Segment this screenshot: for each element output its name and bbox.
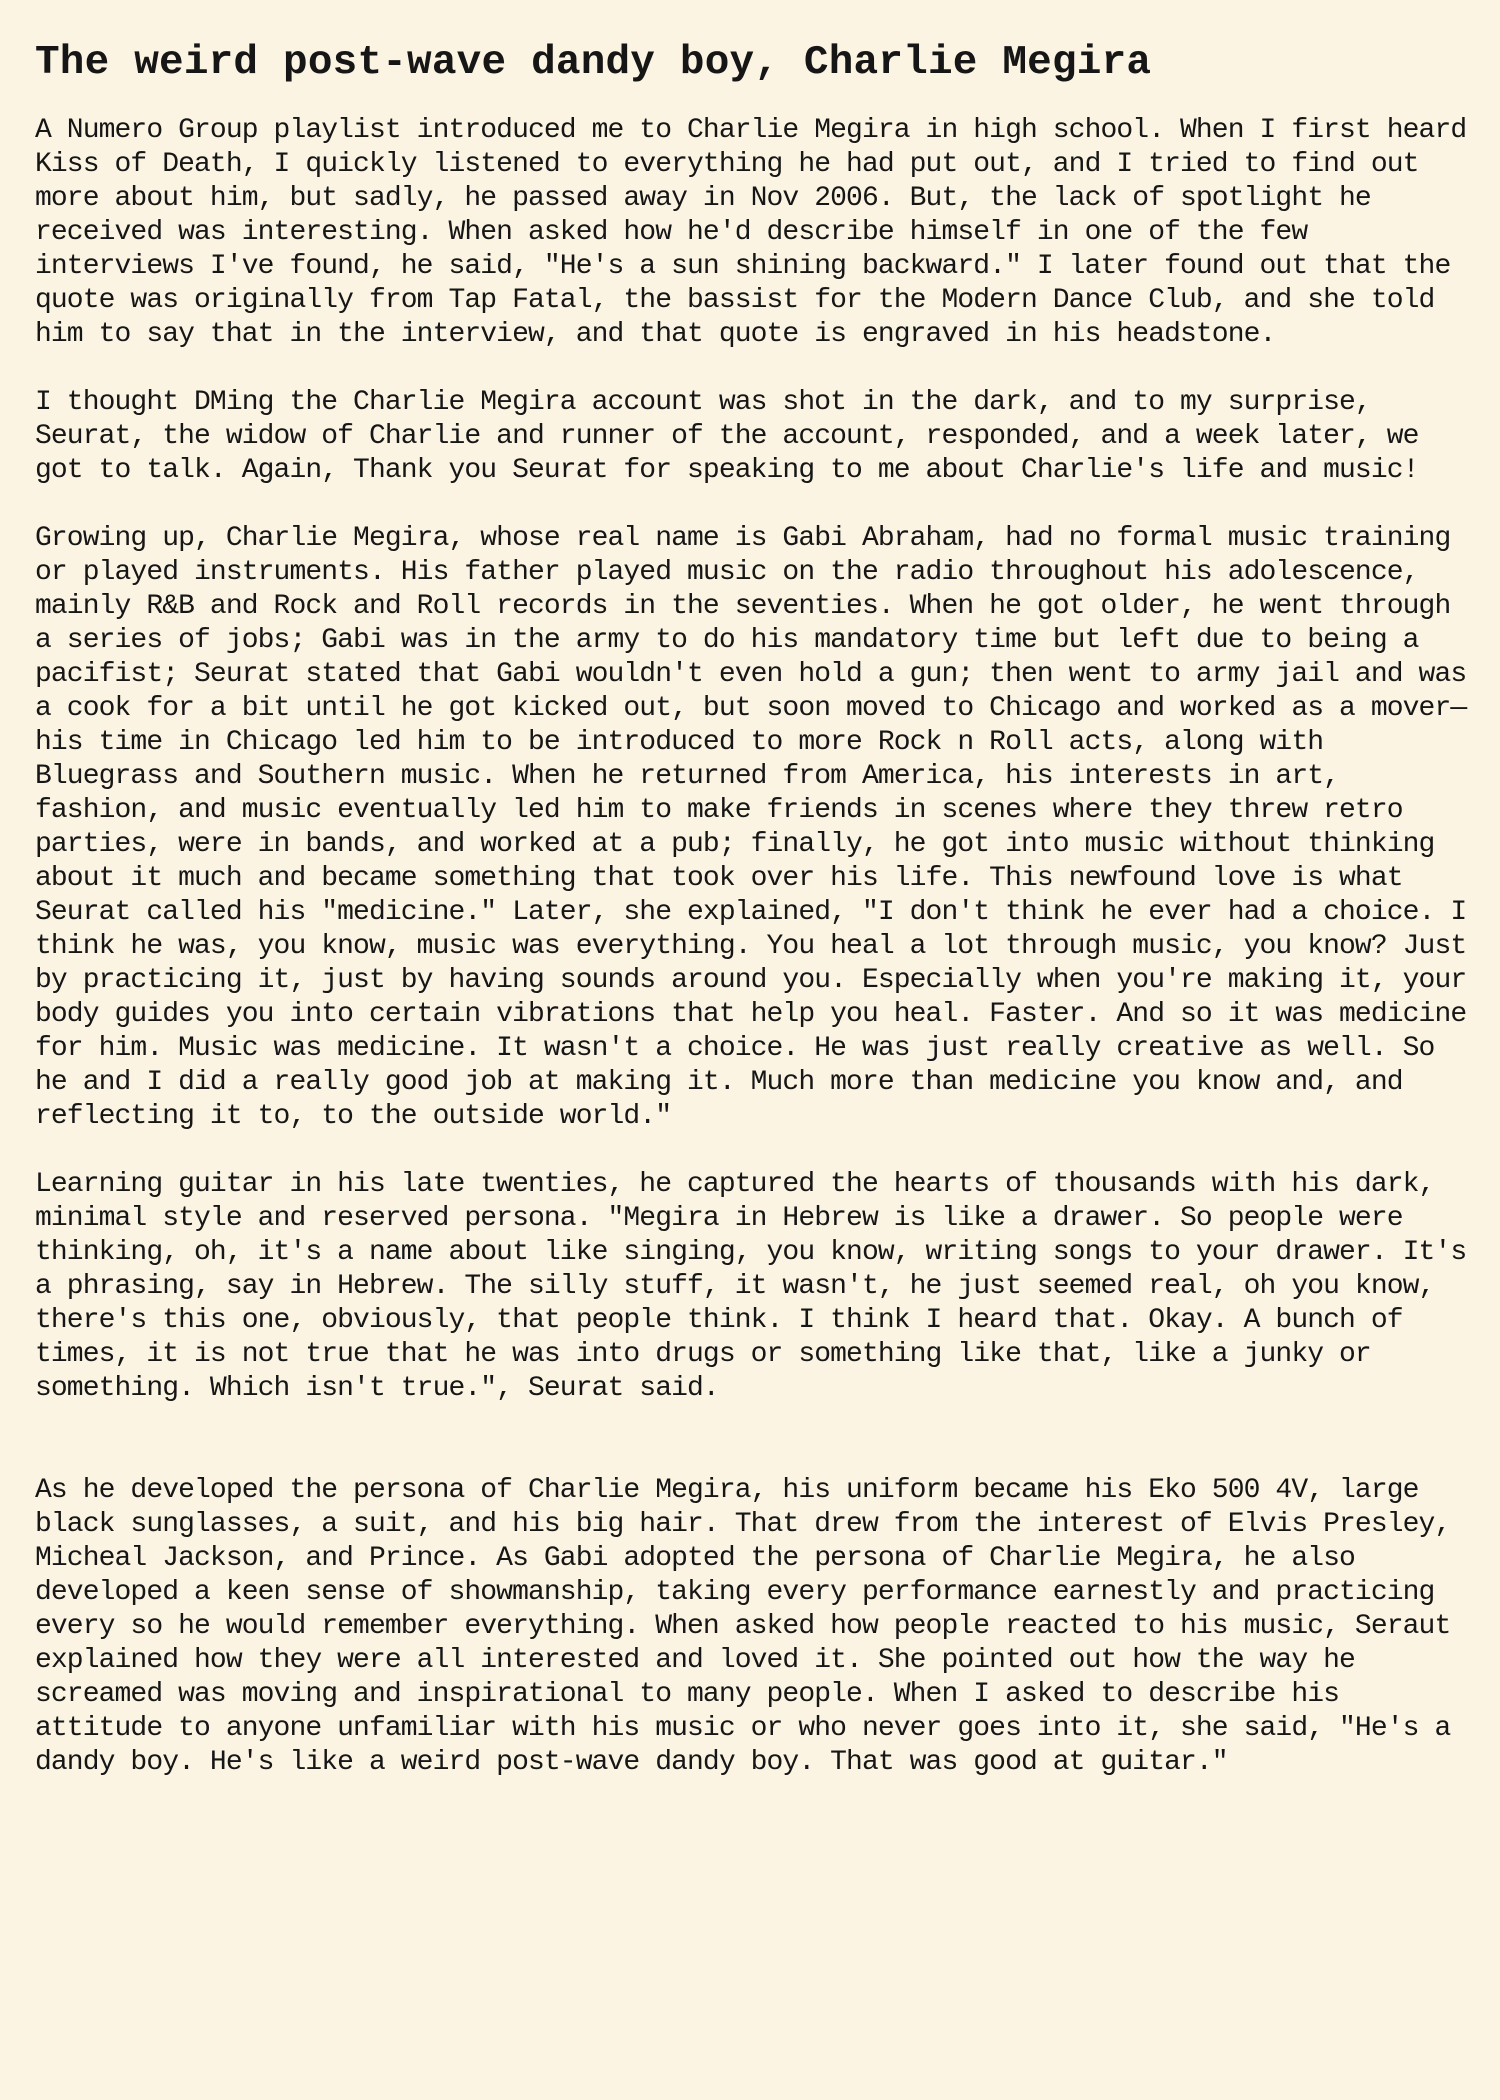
article-title: The weird post-wave dandy boy, Charlie Megira	[35, 40, 1152, 86]
paragraph-persona: As he developed the persona of Charlie Megira, his uniform became his Eko 500 4V, large black sunglasses, a suit, and his big hair. That drew from the interest of Elvis Presley, Micheal Jackson, and Prince. As Gabi adopted the persona of Charlie Megira, he also developed a keen sense of showmanship, taking every performance earnestly and practicing every so he would remember everything. When asked how people reacted to his music, Seraut explained how they were all interested and loved it. She pointed out how the way he screamed was moving and inspirational to many people. When I asked to describe his attitude to anyone unfamiliar with his music or who never goes into it, she said, "He's a dandy boy. He's like a weird post-wave dandy boy. That was good at guitar."	[35, 1475, 1451, 1778]
paragraph-guitar: Learning guitar in his late twenties, he captured the hearts of thousands with his dark, minimal style and reserved persona. "Megira in Hebrew is like a drawer. So people were thinking, oh, it's a name about like singing, you know, writing songs to your drawer. It's a phrasing, say in Hebrew. The silly stuff, it wasn't, he just seemed real, oh you know, there's this one, obviously, that people think. I think I heard that. Okay. A bunch of times, it is not true that he was into drugs or something like that, like a junky or something. Which isn't true.", Seurat said.	[35, 1169, 1467, 1404]
article	[35, 38, 1480, 1780]
paragraph-intro: A Numero Group playlist introduced me to Charlie Megira in high school. When I first heard Kiss of Death, I quickly listened to everything he had put out, and I tried to find out more about him, but sadly, he passed away in Nov 2006. But, the lack of spotlight he received was interesting. When asked how he'd describe himself in one of the few interviews I've found, he said, "He's a sun shining backward." I later found out that the quote was originally from Tap Fatal, the bassist for the Modern Dance Club, and she told him to say that in the interview, and that quote is engraved in his headstone.	[35, 115, 1467, 350]
paragraph-dm: I thought DMing the Charlie Megira account was shot in the dark, and to my surprise, Seurat, the widow of Charlie and runner of the account, responded, and a week later, we got to talk. Again, Thank you Seurat for speaking to me about Charlie's life and music!	[35, 387, 1419, 486]
paragraph-growing-up: Growing up, Charlie Megira, whose real name is Gabi Abraham, had no formal music training or played instruments. His father played music on the radio throughout his adolescence, mainly R&B and Rock and Roll records in the seventies. When he got older, he went through a series of jobs; Gabi was in the army to do his mandatory time but left due to being a pacifist; Seurat stated that Gabi wouldn't even hold a gun; then went to army jail and was a cook for a bit until he got kicked out, but soon moved to Chicago and worked as a mover—his time in Chicago led him to be introduced to more Rock n Roll acts, along with Bluegrass and Southern music. When he returned from America, his interests in art, fashion, and music eventually led him to make friends in scenes where they threw retro parties, were in bands, and worked at a pub; finally, he got into music without thinking about it much and became something that took over his life. This newfound love is what Seurat called his "medicine." Later, she explained, "I don't think he ever had a choice. I think he was, you know, music was everything. You heal a lot through music, you know? Just by practicing it, just by having sounds around you. Especially when you're making it, your body guides you into certain vibrations that help you heal. Faster. And so it was medicine for him. Music was medicine. It wasn't a choice. He was just really creative as well. So he and I did a really good job at making it. Much more than medicine you know and, and reflecting it to, to the outside world."	[35, 523, 1467, 1132]
